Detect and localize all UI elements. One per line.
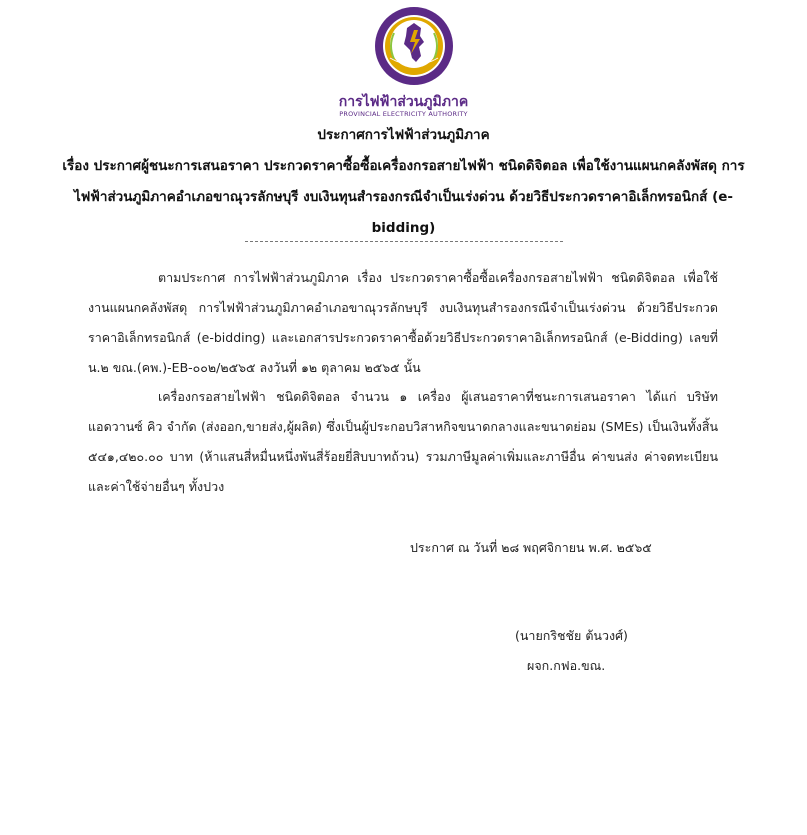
pea-logo	[374, 6, 454, 86]
announce-date: ประกาศ ณ วันที่ ๒๘ พฤศจิกายน พ.ศ. ๒๕๖๕	[410, 540, 652, 555]
signer-name: (นายกริชชัย ต้นวงศ์)	[515, 628, 628, 643]
divider-line	[245, 241, 563, 242]
paragraph-1-text: ตามประกาศ การไฟฟ้าส่วนภูมิภาค เรื่อง ประกวดราคาซื้อซื้อเครื่องกรอสายไฟฟ้า ชนิดดิจิตอล เพื่อใช้งานแผนกคลังพัสดุ การไฟฟ้าส่วนภูมิภาคอำเภอขาณุวรลักษบุรี งบเงินทุนสำรองกรณีจำเป็นเร่งด่วน ด้วยวิธีประกวดราคาอิเล็กทรอนิกส์ (e-bidding) และเอกสารประกวดราคาซื้อด้วยวิธีประกวดราคาอิเล็กทรอนิกส์ (e-Bidding) เลขที่ น.๒ ขณ.(คพ.)-EB-๐๐๒/๒๕๖๕ ลงวันที่ ๑๒ ตุลาคม ๒๕๖๕ นั้น	[88, 270, 718, 375]
pea-emblem-icon	[374, 6, 454, 86]
announcement-title: ประกาศการไฟฟ้าส่วนภูมิภาค	[317, 127, 490, 143]
body-paragraph-1	[88, 263, 718, 383]
announcement-subject: เรื่อง ประกาศผู้ชนะการเสนอราคา ประกวดราคาซื้อซื้อเครื่องกรอสายไฟฟ้า ชนิดดิจิตอล เพื่อใช้งานแผนกคลังพัสดุ การไฟฟ้าส่วนภูมิภาคอำเภอขาณุวรลักษบุรี งบเงินทุนสำรองกรณีจำเป็นเร่งด่วน ด้วยวิธีประกวดราคาอิเล็กทรอนิกส์ (e-bidding)	[62, 158, 745, 236]
org-name-th: การไฟฟ้าส่วนภูมิภาค	[338, 94, 469, 110]
body-paragraph-2	[88, 382, 718, 502]
paragraph-2-text: เครื่องกรอสายไฟฟ้า ชนิดดิจิตอล จำนวน ๑ เครื่อง ผู้เสนอราคาที่ชนะการเสนอราคา ได้แก่ บริษัท แอดวานซ์ คิว จำกัด (ส่งออก,ขายส่ง,ผู้ผลิต) ซึ่งเป็นผู้ประกอบวิสาหกิจขนาดกลางและขนาดย่อม (SMEs) เป็นเงินทั้งสิ้น ๕๔๑,๔๒๐.๐๐ บาท (ห้าแสนสี่หมื่นหนึ่งพันสี่ร้อยยี่สิบบาทถ้วน) รวมภาษีมูลค่าเพิ่มและภาษีอื่น ค่าขนส่ง ค่าจดทะเบียน และค่าใช้จ่ายอื่นๆ ทั้งปวง	[88, 389, 718, 494]
org-name-en: PROVINCIAL ELECTRICITY AUTHORITY	[339, 110, 468, 118]
signer-title: ผจก.กฟอ.ขณ.	[527, 658, 606, 673]
